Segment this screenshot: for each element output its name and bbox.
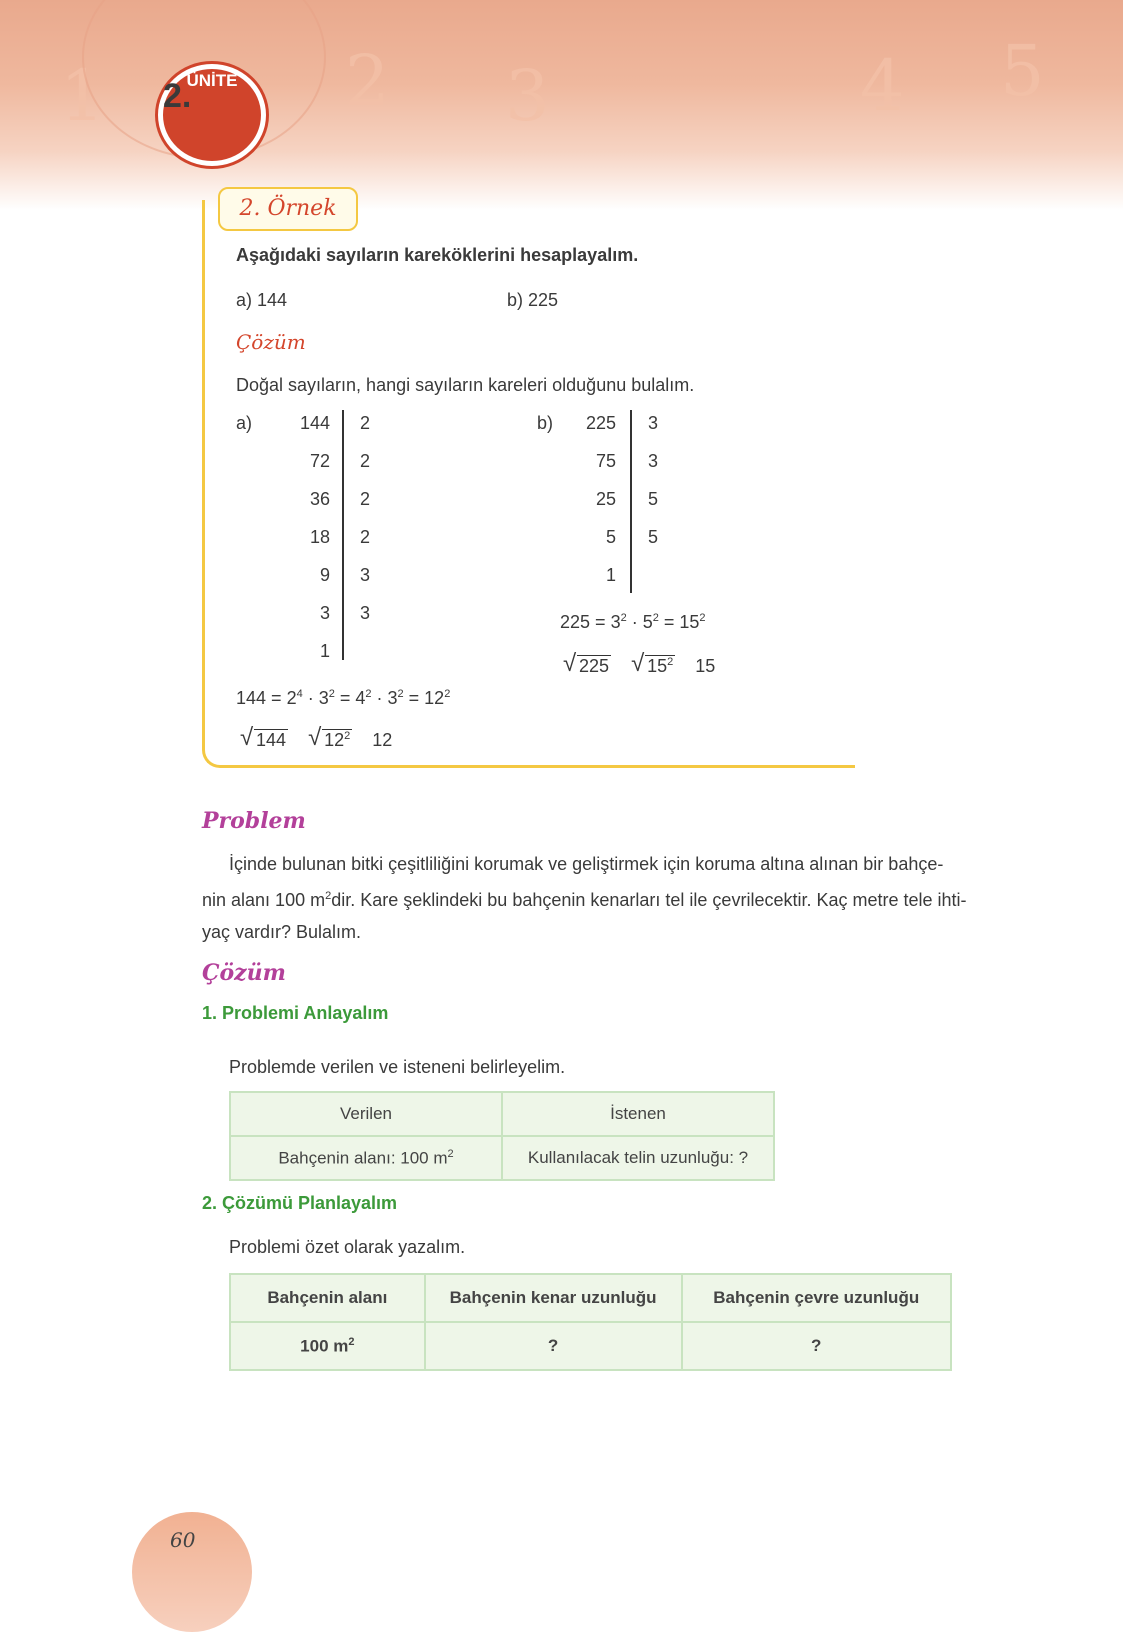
factor-a-left: 144 — [299, 413, 330, 433]
step1-text: Problemde verilen ve isteneni belirleyelim. — [229, 1057, 566, 1077]
equation-a: $144 = 2^4 \cdot 3^2 = 4^2 \cdot 3^2 = 12^2$ — [236, 688, 451, 708]
factor-a-left: 18 — [309, 527, 330, 547]
table-cell: Bahçenin alanı: 100 $m^2$ — [230, 1136, 502, 1180]
factor-b-left: 5 — [605, 527, 616, 547]
example-solution-label: Çözüm — [236, 330, 306, 354]
factor-b-left: 225 — [585, 413, 616, 433]
decorative-digit: 3 — [505, 55, 550, 137]
table-header: Bahçenin çevre uzunluğu — [682, 1274, 952, 1322]
factor-a-divider — [342, 410, 344, 660]
equation-b: $225 = 3^2 \cdot 5^2 = 15^2$ — [560, 612, 706, 632]
example-intro: Doğal sayıların, hangi sayıların kareleri olduğunu bulalım. — [236, 375, 695, 395]
factor-a-left: 72 — [309, 451, 330, 471]
table-cell: 100 $m^2$ — [230, 1322, 425, 1370]
factor-b-left: 75 — [595, 451, 616, 471]
example-tab: 2. Örnek — [218, 187, 358, 231]
factor-b-right: 5 — [648, 527, 659, 547]
example-box — [202, 200, 855, 768]
factor-a-left: 1 — [319, 641, 330, 661]
factor-b-right: 3 — [648, 451, 659, 471]
example-prompt: Aşağıdaki sayıların kareköklerini hesaplayalım. — [236, 245, 639, 265]
factor-b-left: 1 — [605, 565, 616, 585]
page-number: 60 — [170, 1528, 196, 1552]
factor-a-right: 2 — [360, 451, 371, 471]
factor-b-divider — [630, 410, 632, 593]
decorative-digit: 1 — [60, 55, 105, 137]
factor-a-right: 2 — [360, 527, 371, 547]
solution-title: Çözüm — [202, 960, 286, 986]
step2-title: 2. Çözümü Planlayalım — [202, 1193, 398, 1213]
decorative-digit: 5 — [1000, 30, 1045, 112]
unit-badge — [158, 64, 266, 166]
sqrt-result-a: √ 144 √ $12^2$ 12 — [240, 724, 393, 751]
factor-a-right: 3 — [360, 565, 371, 585]
factor-b-left: 25 — [595, 489, 616, 509]
unit-label: ÜNİTE — [186, 71, 238, 90]
table-header: İstenen — [502, 1092, 774, 1136]
factor-b-right: 3 — [648, 413, 659, 433]
decorative-digit: 4 — [860, 45, 905, 127]
problem-title: Problem — [202, 808, 306, 834]
factor-a-left: 3 — [319, 603, 330, 623]
factor-a-left: 36 — [309, 489, 330, 509]
factor-a-right: 2 — [360, 413, 371, 433]
sqrt-result-b: √ 225 √ $15^2$ 15 — [563, 650, 716, 677]
given-wanted-table — [229, 1091, 775, 1181]
problem-text: İçinde bulunan bitki çeşitliliğini korumak ve geliştirmek için koruma altına alınan bir bahçe- nin alanı 100 $m^2dir$. Kare şeklindeki bu bahçenin kenarları tel ile çevrilecektir. Kaç metre tele ihti- yaç vardır? Bulalım. — [202, 854, 967, 942]
table-header: Bahçenin alanı — [230, 1274, 425, 1322]
table-header: Bahçenin kenar uzunluğu — [425, 1274, 682, 1322]
table-header: Verilen — [230, 1092, 502, 1136]
factor-b-right: 5 — [648, 489, 659, 509]
step2-text: Problemi özet olarak yazalım. — [229, 1237, 466, 1257]
factor-b-label: b) — [537, 413, 554, 433]
factor-a-label: a) — [236, 413, 253, 433]
table-cell: ? — [425, 1322, 682, 1370]
factor-a-right: 3 — [360, 603, 371, 623]
summary-table — [229, 1273, 952, 1371]
example-part-a: a) 144 — [236, 290, 288, 310]
factor-a-right: 2 — [360, 489, 371, 509]
factor-a-left: 9 — [319, 565, 330, 585]
decorative-digit: 2 — [345, 40, 390, 122]
table-cell: ? — [682, 1322, 952, 1370]
table-cell: Kullanılacak telin uzunluğu: ? — [502, 1136, 774, 1180]
example-part-b: b) 225 — [507, 290, 559, 310]
unit-number: 2. — [163, 77, 192, 115]
step1-title: 1. Problemi Anlayalım — [202, 1003, 389, 1023]
